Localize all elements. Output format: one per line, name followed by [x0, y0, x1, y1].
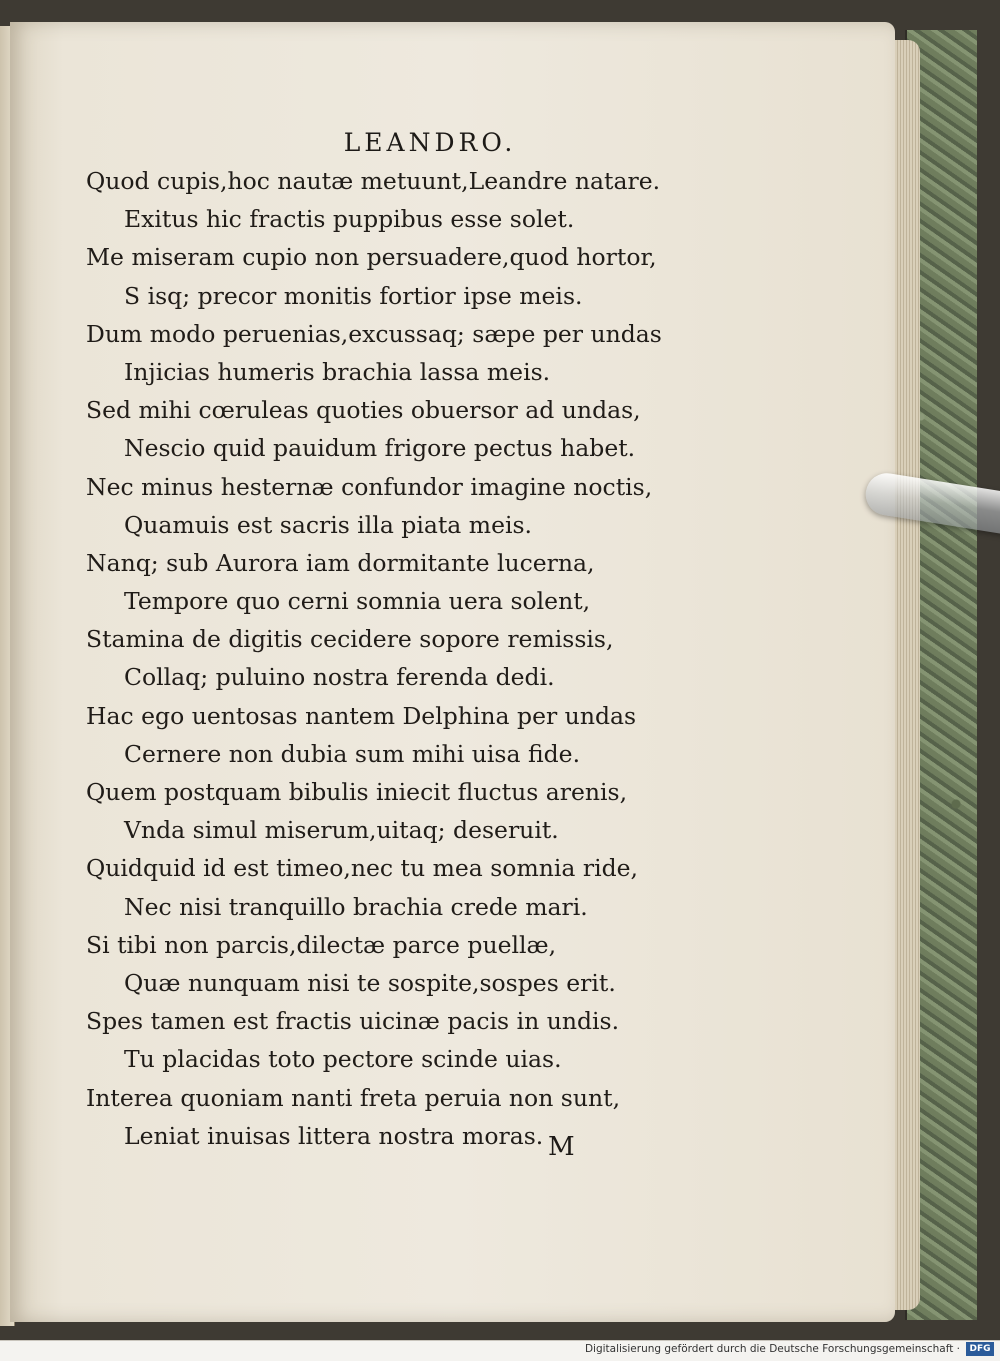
signature-mark: M — [548, 1132, 575, 1162]
poem-line: Exitus hic fractis puppibus esse solet. — [124, 205, 575, 234]
poem-line: Quæ nunquam nisi te sospite,sospes erit. — [124, 968, 616, 997]
poem-line: Quamuis est sacris illa piata meis. — [124, 510, 533, 539]
poem-line: Sed mihi cœruleas quoties obuersor ad undas, — [86, 396, 641, 425]
poem-line: Vnda simul miserum,uitaq; deseruit. — [124, 816, 559, 845]
poem-text — [86, 162, 866, 1155]
poem-line: Collaq; puluino nostra ferenda dedi. — [124, 663, 555, 692]
poem-line: Quem postquam bibulis iniecit fluctus arenis, — [86, 778, 628, 806]
poem-line: Dum modo peruenias,excussaq; sæpe per undas — [86, 319, 662, 348]
digitization-credit: Digitalisierung gefördert durch die Deutsche Forschungsgemeinschaft · — [584, 1343, 960, 1355]
poem-line: Nec minus hesternæ confundor imagine noctis, — [86, 472, 653, 501]
poem-line: Stamina de digitis cecidere sopore remissis, — [86, 625, 614, 654]
poem-line: Cernere non dubia sum mihi uisa fide. — [124, 739, 581, 768]
running-head: LEANDRO. — [343, 128, 517, 157]
poem-line: S isq; precor monitis fortior ipse meis. — [124, 281, 583, 310]
poem-line: Nescio quid pauidum frigore pectus habet. — [124, 434, 636, 463]
poem-line: Interea quoniam nanti freta peruia non sunt, — [86, 1083, 621, 1112]
dfg-logo-icon: DFG — [966, 1342, 994, 1356]
poem-line: Me miseram cupio non persuadere,quod hortor, — [86, 243, 657, 272]
poem-line: Nanq; sub Aurora iam dormitante lucerna, — [86, 548, 595, 577]
poem-line: Hac ego uentosas nantem Delphina per undas — [86, 701, 637, 730]
poem-line: Leniat inuisas littera nostra moras. — [124, 1121, 544, 1150]
poem-line: Tu placidas toto pectore scinde uias. — [124, 1045, 562, 1074]
poem-line: Nec nisi tranquillo brachia crede mari. — [124, 892, 588, 921]
poem-line: Quidquid id est timeo,nec tu mea somnia ride, — [86, 854, 639, 883]
poem-line: Quod cupis,hoc nautæ metuunt,Leandre natare. — [86, 167, 661, 195]
poem-line: Tempore quo cerni somnia uera solent, — [124, 587, 591, 616]
poem-line: Spes tamen est fractis uicinæ pacis in undis. — [86, 1007, 620, 1036]
poem-line: Si tibi non parcis,dilectæ parce puellæ, — [86, 930, 557, 959]
poem-line: Injicias humeris brachia lassa meis. — [124, 357, 551, 386]
